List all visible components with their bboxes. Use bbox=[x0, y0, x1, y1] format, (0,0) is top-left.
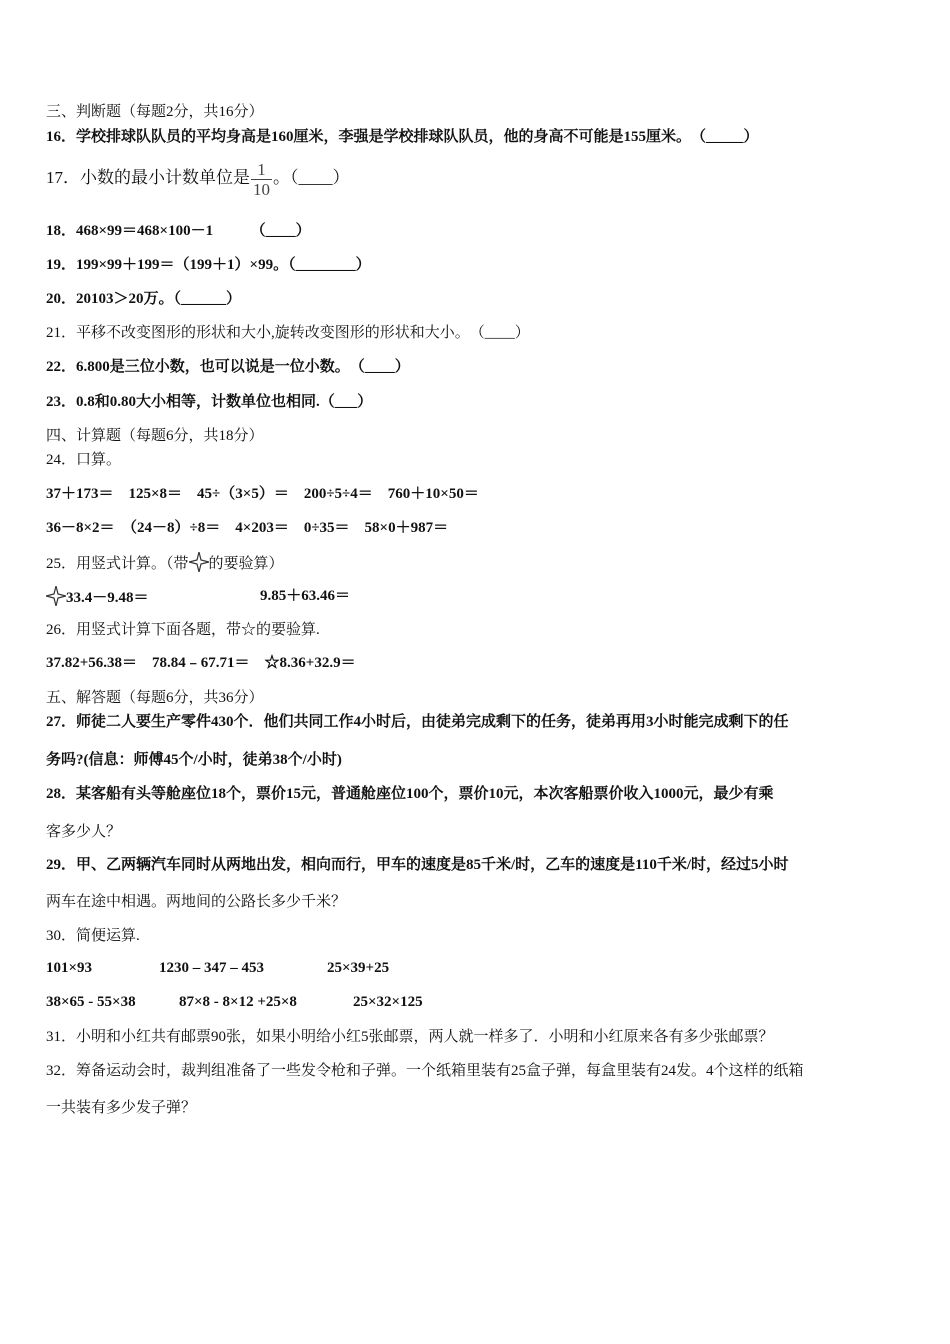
fraction-one-tenth bbox=[251, 161, 272, 198]
question-30-r2-c: 25×32×125 bbox=[353, 994, 423, 1010]
four-point-star-icon bbox=[46, 586, 66, 606]
question-30-row-1 bbox=[46, 958, 546, 978]
question-32-line-2: 一共装有多少发子弹？ bbox=[46, 1100, 197, 1116]
question-26-title: 26．用竖式计算下面各题，带☆的要验算. bbox=[46, 622, 320, 638]
question-30-row-2 bbox=[46, 992, 546, 1012]
question-25-title bbox=[46, 552, 284, 574]
question-30-r1-c: 25×39+25 bbox=[327, 960, 390, 976]
question-26-row: 37.82+56.38＝ 78.84﹣67.71＝ ☆8.36+32.9＝ bbox=[46, 655, 356, 671]
question-30-r1-a: 101×93 bbox=[46, 960, 93, 976]
question-25-b: 9.85＋63.46＝ bbox=[260, 588, 351, 604]
question-30-r2-b: 87×8 - 8×12 +25×8 bbox=[179, 994, 297, 1010]
question-18: 18．468×99＝468×100－1 （____） bbox=[46, 223, 311, 239]
question-16: 16．学校排球队队员的平均身高是160厘米，李强是学校排球队队员，他的身高不可能是155厘米。 （_____） bbox=[46, 129, 759, 145]
question-19: 19．199×99＋199＝（199＋1）×99。（________） bbox=[46, 257, 371, 273]
question-17-suffix: 。（____） bbox=[273, 168, 350, 187]
question-28-line-2: 客多少人？ bbox=[46, 824, 122, 840]
question-21: 21．平移不改变图形的形状和大小,旋转改变图形的形状和大小。 （____） bbox=[46, 325, 530, 341]
question-24-title: 24．口算。 bbox=[46, 452, 122, 468]
question-17-prefix: 17．小数的最小计数单位是 bbox=[46, 168, 250, 187]
fraction-denominator: 10 bbox=[253, 180, 270, 200]
question-25-a: 33.4－9.48＝ bbox=[66, 590, 149, 606]
question-32-line-1: 32．筹备运动会时，裁判组准备了一些发令枪和子弹。一个纸箱里装有25盒子弹，每盒里装有24发。4个这样的纸箱 bbox=[46, 1063, 804, 1079]
section4-heading: 四、计算题（每题6分，共18分） bbox=[46, 428, 264, 444]
question-20: 20．20103＞20万。（______） bbox=[46, 291, 242, 307]
question-25-prefix: 25．用竖式计算。（带 bbox=[46, 556, 189, 572]
question-29-line-2: 两车在途中相遇。两地间的公路长多少千米？ bbox=[46, 894, 347, 910]
question-31: 31．小明和小红共有邮票90张，如果小明给小红5张邮票，两人就一样多了．小明和小红原来各有多少张邮票？ bbox=[46, 1029, 774, 1045]
question-29-line-1: 29．甲、乙两辆汽车同时从两地出发，相向而行，甲车的速度是85千米/时，乙车的速度是110千米/时，经过5小时 bbox=[46, 857, 789, 873]
question-25-row bbox=[46, 586, 351, 608]
question-17 bbox=[46, 160, 350, 200]
section5-heading: 五、解答题（每题6分，共36分） bbox=[46, 690, 264, 706]
question-28-line-1: 28．某客船有头等舱座位18个，票价15元，普通舱座位100个，票价10元，本次客船票价收入1000元，最少有乘 bbox=[46, 786, 774, 802]
fraction-numerator: 1 bbox=[257, 160, 266, 180]
question-23: 23．0.8和0.80大小相等，计数单位也相同.（___） bbox=[46, 394, 373, 410]
section3-heading: 三、判断题（每题2分，共16分） bbox=[46, 104, 264, 120]
question-27-line-1: 27．师徒二人要生产零件430个．他们共同工作4小时后，由徒弟完成剩下的任务，徒弟再用3小时能完成剩下的任 bbox=[46, 714, 789, 730]
question-24-row-2: 36－8×2＝ （24－8）÷8＝ 4×203＝ 0÷35＝ 58×0＋987＝ bbox=[46, 520, 449, 536]
question-24-row-1: 37＋173＝ 125×8＝ 45÷（3×5）＝ 200÷5÷4＝ 760＋10×50＝ bbox=[46, 486, 479, 502]
question-30-title: 30．简便运算. bbox=[46, 928, 140, 944]
question-27-line-2: 务吗?(信息：师傅45个/小时，徒弟38个/小时) bbox=[46, 752, 342, 768]
four-point-star-icon bbox=[189, 552, 209, 572]
question-25-suffix: 的要验算） bbox=[208, 556, 284, 572]
question-22: 22．6.800是三位小数，也可以说是一位小数。 （____） bbox=[46, 359, 410, 375]
question-30-r1-b: 1230 – 347 – 453 bbox=[159, 960, 264, 976]
question-30-r2-a: 38×65 - 55×38 bbox=[46, 994, 136, 1010]
